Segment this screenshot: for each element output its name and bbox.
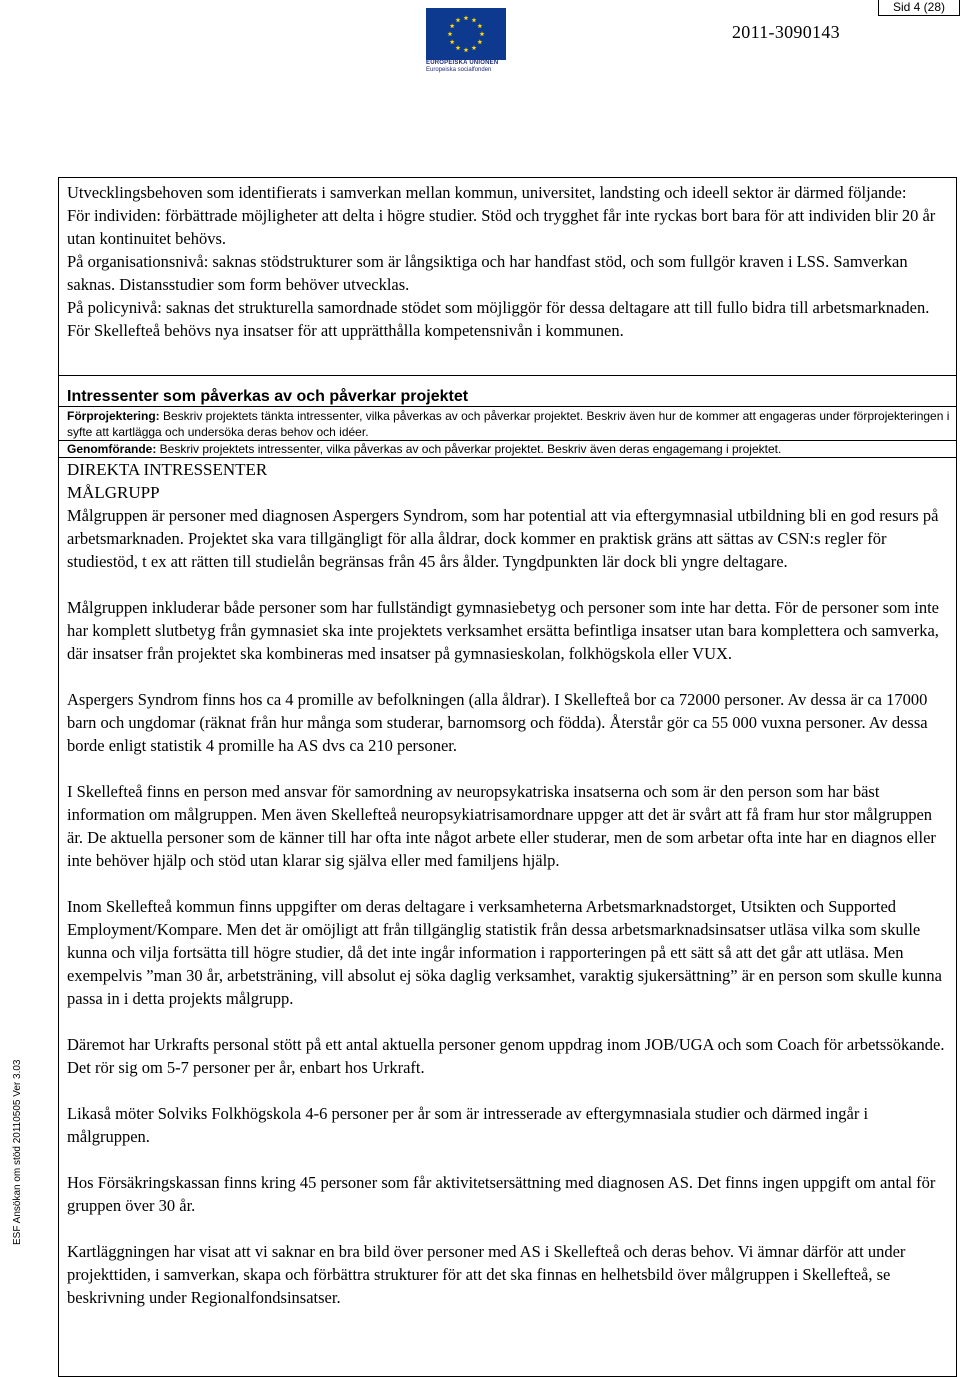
side-version-label: ESF Ansökan om stöd 20110505 Ver 3.03 (12, 1059, 23, 1245)
body-paragraph: Hos Försäkringskassan finns kring 45 personer som får aktivitetsersättning med diagnosen AS. Det finns ingen uppgift om antal för gruppen över 30 år. (67, 1173, 936, 1215)
instruction-preproject (59, 407, 956, 441)
eu-flag-icon (426, 8, 506, 60)
body-paragraph: Kartläggningen har visat att vi saknar en bra bild över personer med AS i Skellefteå och deras behov. Vi ämnar därför att under projekttiden, i samverkan, skapa och förbättra strukturer för att det ska finnas en helhetsbild över målgruppen i Skellefteå, se beskrivning under Regionalfondsinsatser. (67, 1242, 906, 1307)
page-number-label: Sid 4 (28) (878, 0, 960, 16)
logo-line-1: EUROPEISKA UNIONEN (426, 60, 499, 66)
body-paragraph: Aspergers Syndrom finns hos ca 4 promille av befolkningen (alla åldrar). I Skellefteå bor ca 72000 personer. Av dessa är ca 17000 barn och ungdomar (räknat från hur många som studerar, barnomsorg och födda). Återstår gör ca 55 000 vuxna personer. Av dessa borde enligt statistik 4 promille ha AS dvs ca 210 personer. (67, 690, 928, 755)
needs-paragraph: På policynivå: saknas det strukturella samordnade stödet som möjliggör för dessa deltagare att till fullo bidra till arbetsmarknaden. För Skellefteå behövs nya insatser för att upprätthålla kompetensnivån i kommunen. (67, 298, 930, 340)
body-paragraph: Likaså möter Solviks Folkhögskola 4-6 personer per år som är intresserade av eftergymnasiala studier och därmed ingår i målgruppen. (67, 1104, 869, 1146)
section-title: Intressenter som påverkas av och påverkar projektet (59, 376, 956, 407)
body-paragraph: I Skellefteå finns en person med ansvar för samordning av neuropsykatriska insatserna och som är den person som har bäst information om målgruppen. Men även Skellefteå neuropsykiatrisamordnare uppger att det är svårt att få fram hur stor målgruppen är. De aktuella personer som de känner till har ofta inte något arbete eller studerar, men de som arbetar ofta inte har en diagnos eller inte behöver hjälp och stöd utan klarar sig själva eller med familjens hjälp. (67, 782, 936, 870)
body-paragraph: Däremot har Urkrafts personal stött på ett antal aktuella personer genom uppdrag inom JOB/UGA och som Coach för arbetssökande. Det rör sig om 5-7 personer per år, enbart hos Urkraft. (67, 1035, 945, 1077)
instruction-label: Förprojektering: (67, 409, 160, 423)
needs-paragraph: På organisationsnivå: saknas stödstrukturer som är långsiktiga och har handfast stöd, och som fullgör kraven i LSS. Samverkan saknas. Distansstudier som form behöver utvecklas. (67, 252, 908, 294)
needs-section (58, 177, 957, 376)
needs-paragraph: För individen: förbättrade möjligheter att delta i högre studier. Stöd och trygghet får inte ryckas bort bara för att individen blir 20 år utan kontinuitet behövs. (67, 206, 936, 248)
body-paragraph: Målgruppen är personer med diagnosen Aspergers Syndrom, som har potential att via eftergymnasial utbildning bli en god resurs på arbetsmarknaden. Projektet ska vara tillgängligt för alla åldrar, dock kommer en praktisk gräns att sättas av CSN:s regler för studiestöd, t ex att rätten till studielån begränsas från 45 års ålder. Tyngdpunkten lär dock bli yngre deltagare. (67, 506, 939, 571)
logo-line-2: Europeiska socialfonden (426, 67, 492, 73)
heading-target-group: MÅLGRUPP (67, 483, 160, 502)
side-version-text (0, 1015, 23, 1245)
body-paragraph: Målgruppen inkluderar både personer som har fullständigt gymnasiebetyg och personer som inte har detta. För de personer som inte har komplett slutbetyg från gymnasiet ska inte projektets verksamhet ersätta befintliga insatser utan bara komplettera och samverka, där insatser från projektet ska kombineras med insatser på gymnasieskolan, folkhögskola eller VUX. (67, 598, 939, 663)
body-paragraph: Inom Skellefteå kommun finns uppgifter om deras deltagare i verksamheterna Arbetsmarknadstorget, Utsikten och Supported Employment/Kompare. Men det är omöjligt att från tillgänglig statistik från dessa arbetsmarknadsinsatser utläsa vilka som skulle kunna och vilja fortsätta till högre studier, då det inte ingår information i rapporteringen på ett sätt så att det går att utläsa. Men exempelvis ”man 30 år, arbetsträning, vill absolut ej söka daglig verksamhet, varaktig sjukersättning” är en person som skulle kunna passa in i detta projekts målgrupp. (67, 897, 942, 1008)
document-id: 2011-3090143 (732, 22, 840, 42)
instruction-text: Beskriv projektets intressenter, vilka påverkas av och påverkar projektet. Beskriv även deras engagemang i projektet. (156, 442, 782, 456)
instruction-text: Beskriv projektets tänkta intressenter, vilka påverkas av och påverkar projektet. Beskriv även hur de kommer att engageras under förprojekteringen i syfte att kartlägga och undersöka deras behov och idéer. (67, 409, 950, 439)
heading-direct-stakeholders: DIREKTA INTRESSENTER (67, 460, 268, 479)
eu-logo (426, 8, 506, 78)
needs-paragraph: Utvecklingsbehoven som identifierats i samverkan mellan kommun, universitet, landsting och ideell sektor är därmed följande: (67, 183, 907, 202)
instruction-label: Genomförande: (67, 442, 157, 456)
stakeholders-section (58, 375, 957, 1377)
instruction-implementation (59, 441, 956, 458)
